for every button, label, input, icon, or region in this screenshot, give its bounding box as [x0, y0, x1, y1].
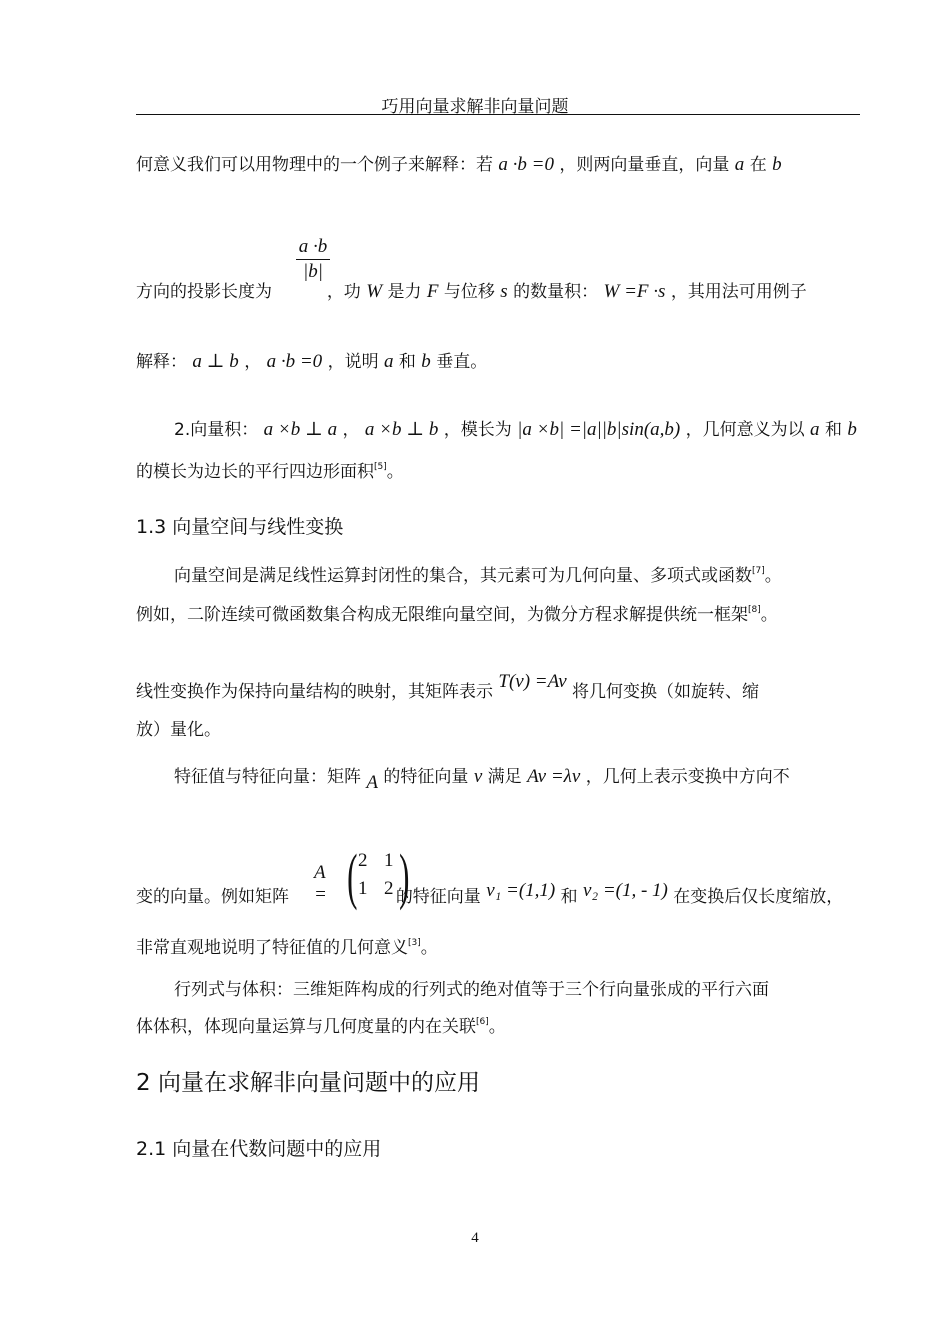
paragraph-line: [136, 1018, 860, 1036]
math-inline: a ⊥ b: [192, 351, 239, 372]
text-run: ，几何意义为以: [685, 420, 805, 440]
paragraph-line: [174, 567, 860, 585]
text-run: 与位移: [443, 282, 495, 302]
math-inline: b: [772, 154, 782, 175]
section-heading: 1.3 向量空间与线性变换: [136, 516, 344, 538]
text-run: ，几何上表示变换中方向不: [585, 767, 790, 787]
math-inline: a ·b =0: [266, 351, 323, 372]
projection-fraction: [296, 236, 330, 283]
math-inline: a: [383, 351, 394, 372]
text-run: ，功: [326, 282, 361, 302]
math-inline: F: [426, 281, 439, 302]
text-run: 方向的投影长度为: [136, 282, 272, 302]
paragraph-line: [174, 420, 860, 439]
text-run: 体体积，体现向量运算与几何度量的内在关联: [136, 1017, 476, 1037]
paragraph-line: [136, 352, 860, 371]
citation-ref[interactable]: [8]: [748, 605, 761, 615]
math-inline: a ·b =0: [498, 154, 554, 175]
paragraph-line: [174, 982, 860, 999]
text-run: ，模长为: [443, 420, 512, 440]
page-number: 4: [471, 1230, 479, 1246]
text-run: 行列式与体积：三维矩阵构成的行列式的绝对值等于三个行向量张成的平行六面: [174, 980, 769, 1000]
text-run: 。: [420, 938, 438, 958]
text-run: 非常直观地说明了特征值的几何意义: [136, 938, 408, 958]
text-run: 放）量化。: [136, 720, 221, 740]
fraction-denominator: |b|: [303, 261, 323, 282]
text-run: 何意义我们可以用物理中的一个例子来解释：若: [136, 155, 493, 175]
text-run: 的特征向量: [383, 767, 469, 787]
text-run: 满足: [487, 767, 522, 787]
section-heading: 2.1 向量在代数问题中的应用: [136, 1138, 382, 1160]
text-run: 和: [824, 420, 842, 440]
text-run: ，: [342, 420, 360, 440]
text-run: 解释：: [136, 352, 187, 372]
citation-ref[interactable]: [6]: [476, 1017, 489, 1027]
paragraph-line: [136, 939, 860, 957]
math-inline: A: [366, 772, 379, 793]
math-inline: W =F ·s: [603, 281, 666, 302]
text-run: 变的向量。例如矩阵: [136, 887, 289, 907]
fraction-bar: [296, 259, 330, 260]
math-inline: T(v) =Av: [498, 671, 567, 692]
paragraph-line: [136, 155, 860, 174]
text-run: 在变换后仅长度缩放，: [673, 887, 844, 907]
matrix-right-paren: ): [399, 843, 410, 911]
paragraph-line: [136, 463, 860, 481]
paragraph-line: [136, 880, 860, 907]
matrix-cell: 2: [384, 878, 394, 899]
math-inline: a ×b ⊥ a: [263, 419, 338, 440]
text-run: 线性变换作为保持向量结构的映射，其矩阵表示: [136, 682, 493, 702]
running-header: 巧用向量求解非向量问题: [381, 97, 569, 117]
text-run: 。: [764, 566, 782, 586]
citation-ref[interactable]: [3]: [408, 938, 421, 948]
math-inline: s: [500, 281, 508, 302]
text-run: 和: [560, 887, 578, 907]
paragraph-line: [136, 606, 860, 624]
math-inline: |a ×b| =|a||b|sin(a,b): [517, 419, 681, 440]
paragraph-line: [136, 282, 860, 301]
fraction-numerator: a ·b: [298, 236, 328, 257]
text-run: 垂直。: [436, 352, 488, 372]
text-run: 特征值与特征向量：矩阵: [174, 767, 361, 787]
matrix-cell: 1: [358, 878, 368, 899]
text-run: 将几何变换（如旋转、缩: [572, 682, 760, 702]
text-run: 例如，二阶连续可微函数集合构成无限维向量空间，为微分方程求解提供统一框架: [136, 605, 748, 625]
citation-ref[interactable]: [5]: [374, 462, 387, 472]
text-run: 和: [398, 352, 416, 372]
paragraph-line: [174, 766, 860, 793]
paragraph-line: [136, 671, 860, 702]
text-run: 向量空间是满足线性运算封闭性的集合，其元素可为几何向量、多项式或函数: [174, 566, 752, 586]
chapter-heading: 2 向量在求解非向量问题中的应用: [136, 1070, 480, 1096]
text-run: 是力: [387, 282, 422, 302]
math-inline: a: [810, 419, 820, 440]
text-run: ，: [244, 352, 262, 372]
text-run: ，则两向量垂直，向量: [559, 155, 730, 175]
paragraph-line: [136, 722, 860, 739]
math-inline: b: [847, 419, 857, 440]
text-run: 。: [386, 462, 404, 482]
text-run: 。: [760, 605, 778, 625]
text-run: ，其用法可用例子: [670, 282, 807, 302]
text-run: 的特征向量: [395, 887, 481, 907]
math-inline: v₂ =(1, - 1): [583, 880, 668, 901]
text-run: 的模长为边长的平行四边形面积: [136, 462, 374, 482]
text-run: 。: [488, 1017, 506, 1037]
math-inline: Av =λv: [527, 766, 581, 787]
matrix-cell: 1: [384, 850, 394, 871]
text-run: 在: [749, 155, 767, 175]
math-inline: a: [734, 154, 745, 175]
matrix-cell: 2: [358, 850, 368, 871]
math-inline: v₁ =(1,1): [486, 880, 556, 901]
math-inline: a ×b ⊥ b: [364, 419, 439, 440]
text-run: 的数量积：: [513, 282, 599, 302]
text-run: ，说明: [327, 352, 379, 372]
math-inline: b: [421, 351, 431, 372]
header-rule: [136, 114, 860, 115]
math-inline: W: [366, 281, 383, 302]
citation-ref[interactable]: [7]: [752, 566, 765, 576]
matrix-left-paren: (: [347, 843, 358, 911]
matrix-lhs: A =: [314, 862, 327, 905]
text-run: 2.向量积：: [174, 420, 259, 440]
math-inline: v: [473, 766, 483, 787]
